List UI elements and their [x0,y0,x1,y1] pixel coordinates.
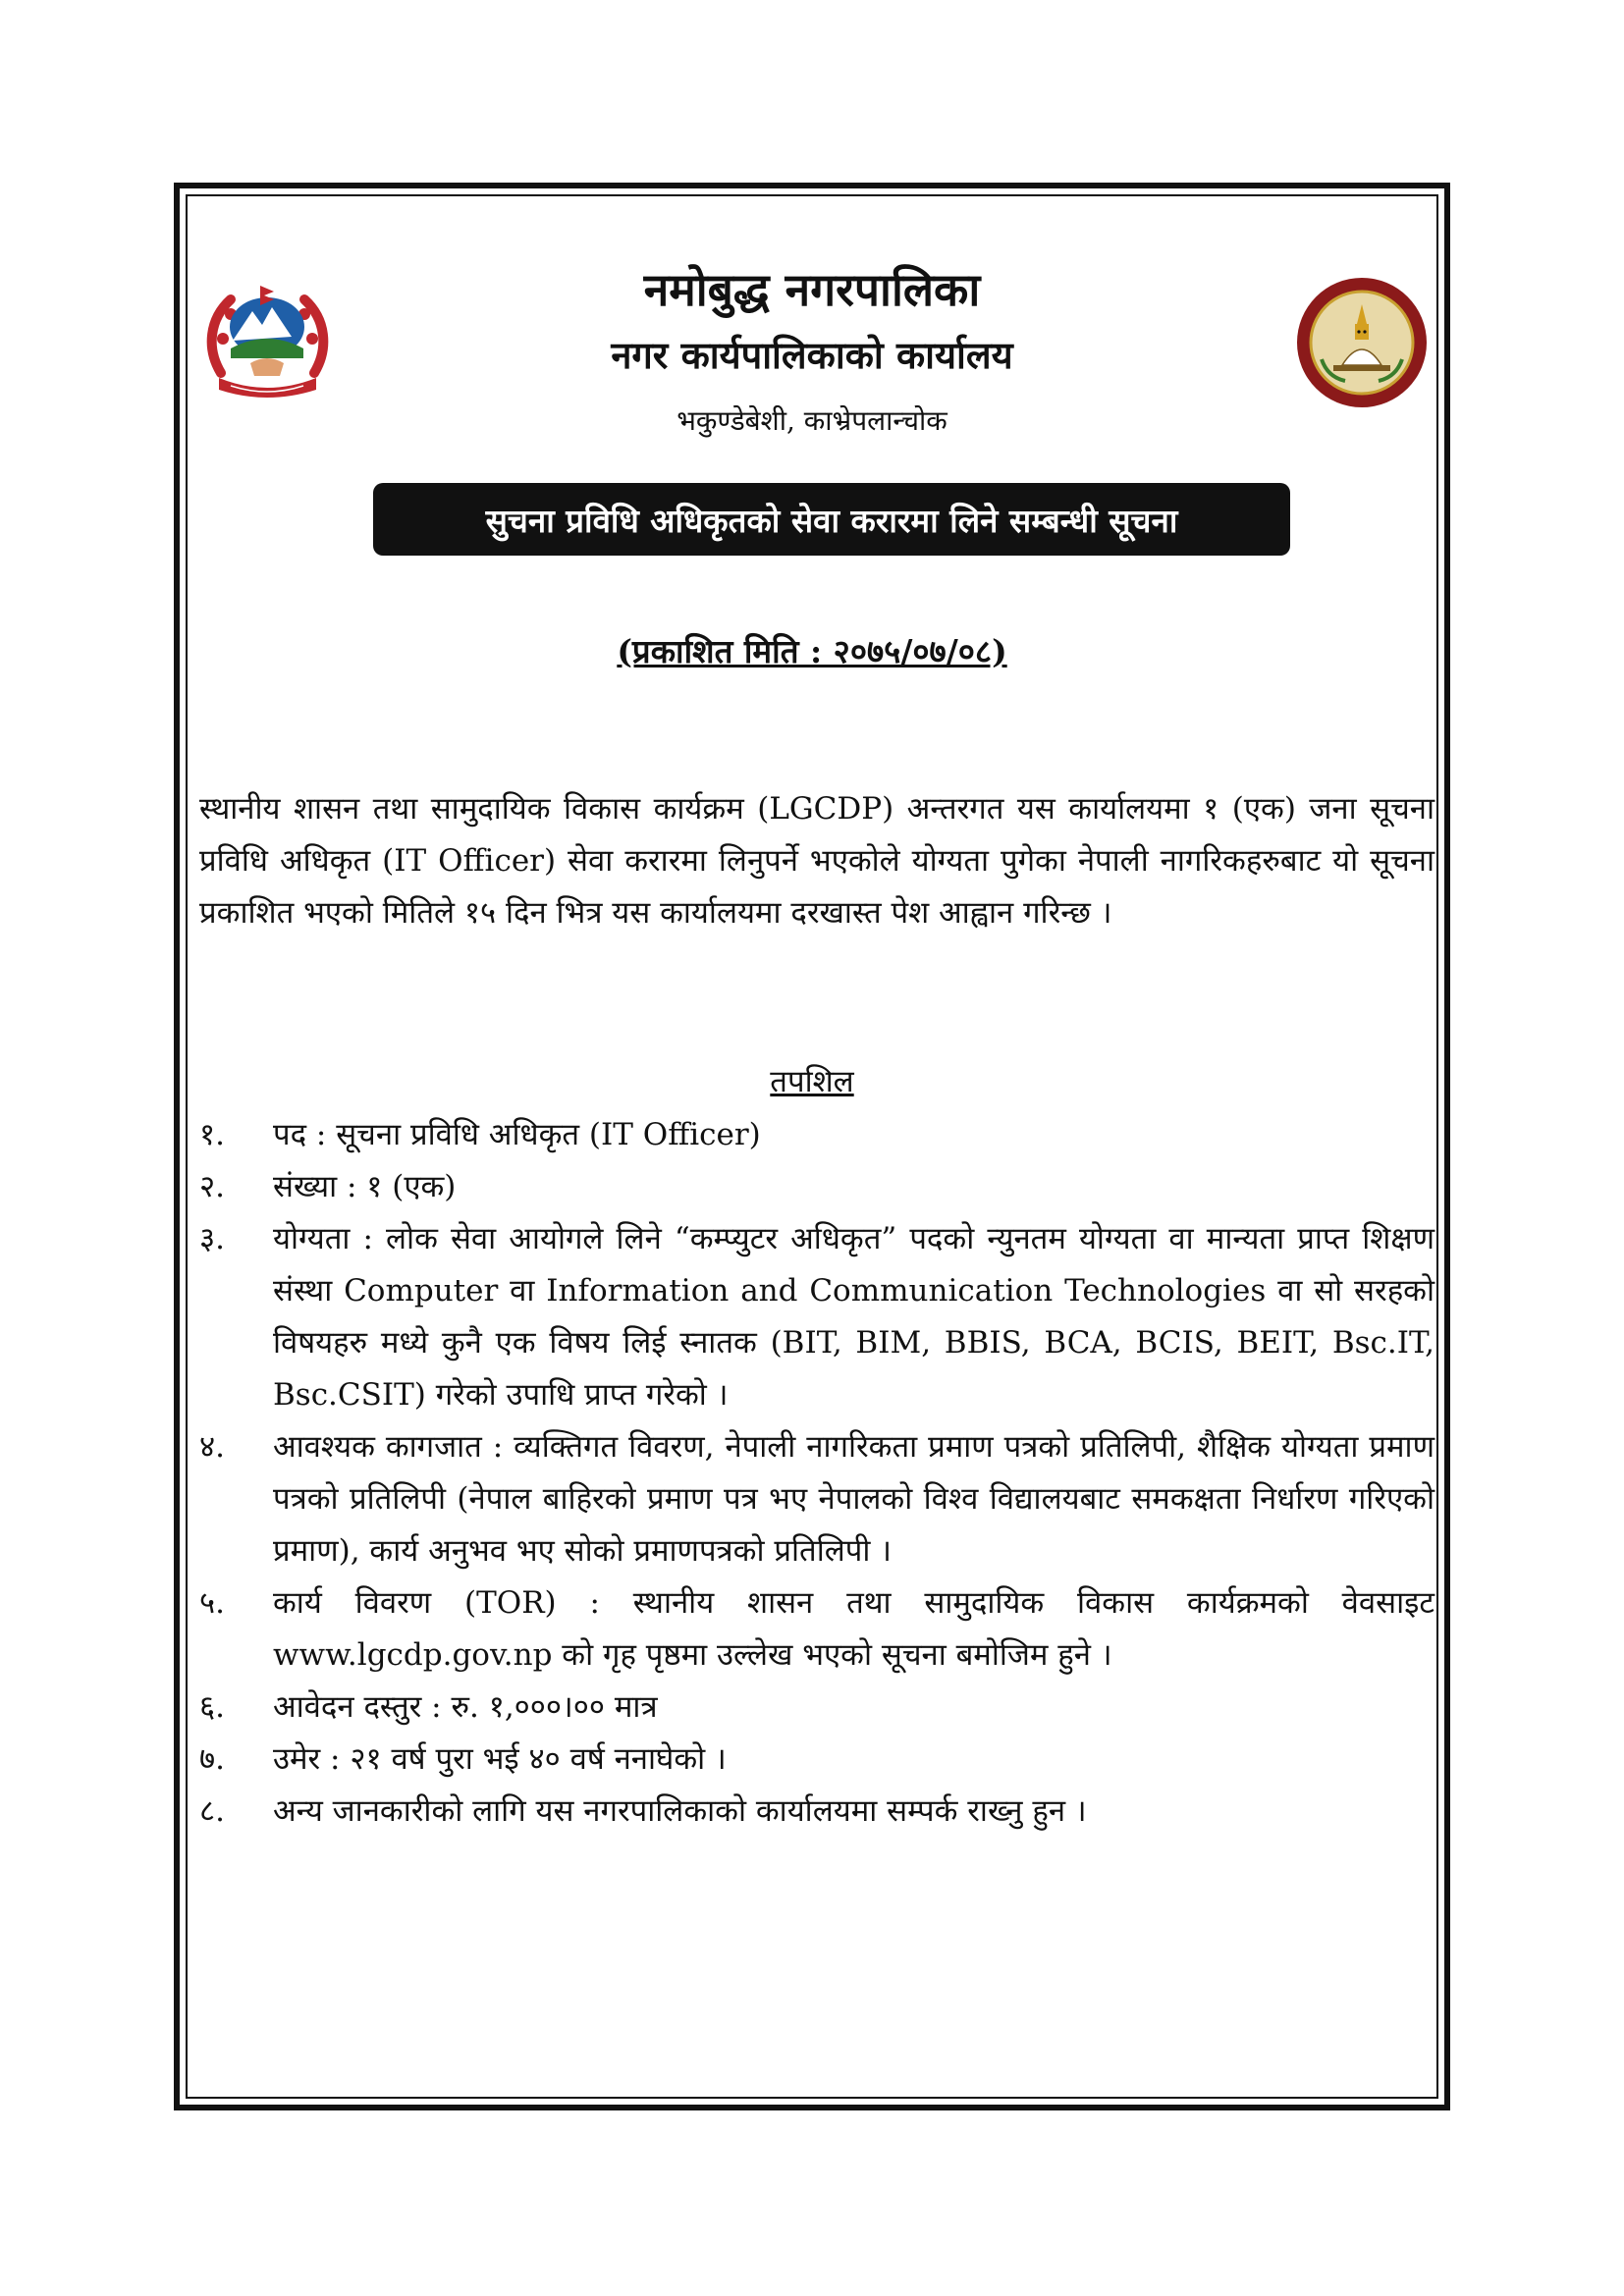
details-list [199,1109,1435,1838]
list-item [199,1786,1435,1838]
item-text: उमेर : २१ वर्ष पुरा भई ४० वर्ष ननाघेको । [273,1741,727,1777]
details-heading [0,1060,1624,1101]
published-date [0,628,1624,672]
item-number: २. [199,1169,225,1204]
notice-title: सुचना प्रविधि अधिकृतको सेवा करारमा लिने सम्बन्धी सूचना [485,501,1178,540]
list-item [199,1682,1435,1734]
notice-title-banner [373,483,1290,556]
list-item [199,1421,1435,1577]
item-text: संख्या : १ (एक) [273,1169,457,1204]
municipality-name: नमोबुद्ध नगरपालिका [643,263,981,316]
item-number: ६. [199,1689,225,1725]
item-text: योग्यता : लोक सेवा आयोगले लिने “कम्प्युटर अधिकृत” पदको न्युनतम योग्यता वा मान्यता प्राप्त शिक्षण संस्था Computer वा Information and Communication Technologies वा सो सरहको विषयहरु मध्ये कुनै एक विषय लिई स्नातक (BIT, BIM, BBIS, BCA, BCIS, BEIT, Bsc.IT, Bsc.CSIT) गरेको उपाधि प्राप्त गरेको । [273,1221,1435,1413]
item-text: आवश्यक कागजात : व्यक्तिगत विवरण, नेपाली नागरिकता प्रमाण पत्रको प्रतिलिपी, शैक्षिक योग्यता प्रमाण पत्रको प्रतिलिपी (नेपाल बाहिरको प्रमाण पत्र भए नेपालको विश्व विद्यालयबाट समकक्षता निर्धारण गरिएको प्रमाण), कार्य अनुभव भए सोको प्रमाणपत्रको प्रतिलिपी । [273,1429,1435,1569]
item-number: ४. [199,1429,225,1465]
office-address: भकुण्डेबेशी, काभ्रेपलान्चोक [677,404,947,437]
intro-paragraph: स्थानीय शासन तथा सामुदायिक विकास कार्यक्रम (LGCDP) अन्तरगत यस कार्यालयमा १ (एक) जना सूचना प्रविधि अधिकृत (IT Officer) सेवा करारमा लिनुपर्ने भएकोले योग्यता पुगेका नेपाली नागरिकहरुबाट यो सूचना प्रकाशित भएको मितिले १५ दिन भित्र यस कार्यालयमा दरखास्त पेश आह्वान गरिन्छ । [199,791,1435,931]
list-item [199,1213,1435,1421]
item-number: ८. [199,1793,225,1829]
item-number: ३. [199,1221,225,1256]
published-date-text: (प्रकाशित मिति : २०७५/०७/०८) [617,632,1007,670]
list-item [199,1734,1435,1786]
item-text: अन्य जानकारीको लागि यस नगरपालिकाको कार्यालयमा सम्पर्क राख्नु हुन । [273,1793,1087,1829]
item-number: ५. [199,1585,225,1621]
office-name: नगर कार्यपालिकाको कार्यालय [611,334,1013,377]
item-number: ७. [199,1741,225,1777]
item-number: १. [199,1117,225,1152]
item-text: आवेदन दस्तुर : रु. १,०००।०० मात्र [273,1689,658,1725]
details-heading-text: तपशिल [770,1064,854,1099]
list-item [199,1577,1435,1682]
list-item [199,1109,1435,1161]
list-item [199,1161,1435,1213]
item-text: कार्य विवरण (TOR) : स्थानीय शासन तथा सामुदायिक विकास कार्यक्रमको वेवसाइट www.lgcdp.gov.np को गृह पृष्ठमा उल्लेख भएको सूचना बमोजिम हुने । [273,1585,1435,1673]
item-text: पद : सूचना प्रविधि अधिकृत (IT Officer) [273,1117,761,1152]
